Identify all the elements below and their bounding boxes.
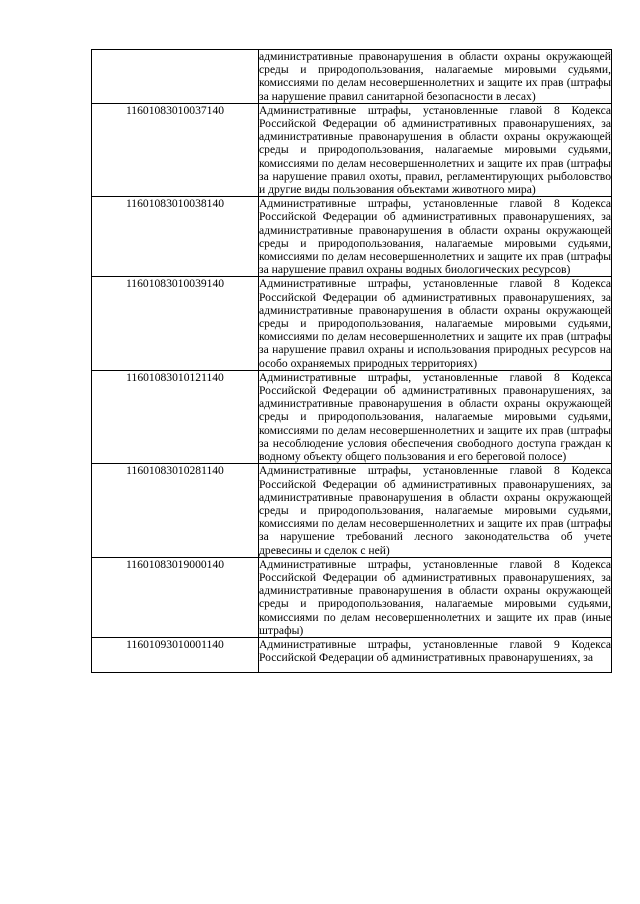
table-row [92,370,612,463]
code-cell: 11601083010281140 [92,464,259,557]
code-cell: 11601083010121140 [92,370,259,463]
table-row [92,103,612,196]
table-row [92,277,612,370]
description-cell: Административные штрафы, установленные главой 8 Кодекса Российской Федерации об административных правонарушениях, за административные правонарушения в области охраны окружающей среды и природопользования, налагаемые мировыми судьями, комиссиями по делам несовершеннолетних и защите их прав (штрафы за нарушение правил охраны водных биологических ресурсов) [259,197,611,277]
table-row [92,464,612,557]
table-row [92,637,612,672]
description-cell: Административные штрафы, установленные главой 8 Кодекса Российской Федерации об административных правонарушениях, за административные правонарушения в области охраны окружающей среды и природопользования, налагаемые мировыми судьями, комиссиями по делам несовершеннолетних и защите их прав (штрафы за нарушение требований лесного законодательства об учете древесины и сделок с ней) [259,464,611,557]
description-cell: Административные штрафы, установленные главой 8 Кодекса Российской Федерации об административных правонарушениях, за административные правонарушения в области охраны окружающей среды и природопользования, налагаемые мировыми судьями, комиссиями по делам несовершеннолетних и защите их прав (штрафы за нарушение правил охоты, правил, регламентирующих рыболовство и другие виды пользования объектами животного мира) [259,103,611,197]
description-cell: Административные штрафы, установленные главой 8 Кодекса Российской Федерации об административных правонарушениях, за административные правонарушения в области охраны окружающей среды и природопользования, налагаемые мировыми судьями, комиссиями по делам несовершеннолетних и защите их прав (штрафы за несоблюдение условия обеспечения свободного доступа граждан к водному объекту общего пользования и его береговой полосе) [259,370,611,464]
code-cell: 11601083010037140 [92,103,259,196]
description-cell: Административные штрафы, установленные главой 8 Кодекса Российской Федерации об административных правонарушениях, за административные правонарушения в области охраны окружающей среды и природопользования, налагаемые мировыми судьями, комиссиями по делам несовершеннолетних и защите их прав (иные штрафы) [259,557,611,637]
table-row [92,557,612,637]
budget-codes-table [91,49,612,673]
code-cell [92,50,259,104]
table-row [92,197,612,277]
code-cell: 11601083019000140 [92,557,259,637]
code-cell: 11601083010038140 [92,197,259,277]
description-cell: Административные штрафы, установленные главой 9 Кодекса Российской Федерации об административных правонарушениях, за [259,637,612,672]
description-cell: Административные штрафы, установленные главой 8 Кодекса Российской Федерации об административных правонарушениях, за административные правонарушения в области охраны окружающей среды и природопользования, налагаемые мировыми судьями, комиссиями по делам несовершеннолетних и защите их прав (штрафы за нарушение правил охраны и использования природных ресурсов на особо охраняемых природных территориях) [259,277,611,370]
table-row [92,50,612,104]
code-cell: 11601083010039140 [92,277,259,370]
description-cell: административные правонарушения в области охраны окружающей среды и природопользования, налагаемые мировыми судьями, комиссиями по делам несовершеннолетних и защите их прав (штрафы за нарушение правил санитарной безопасности в лесах) [259,50,611,103]
code-cell: 11601093010001140 [92,637,259,672]
